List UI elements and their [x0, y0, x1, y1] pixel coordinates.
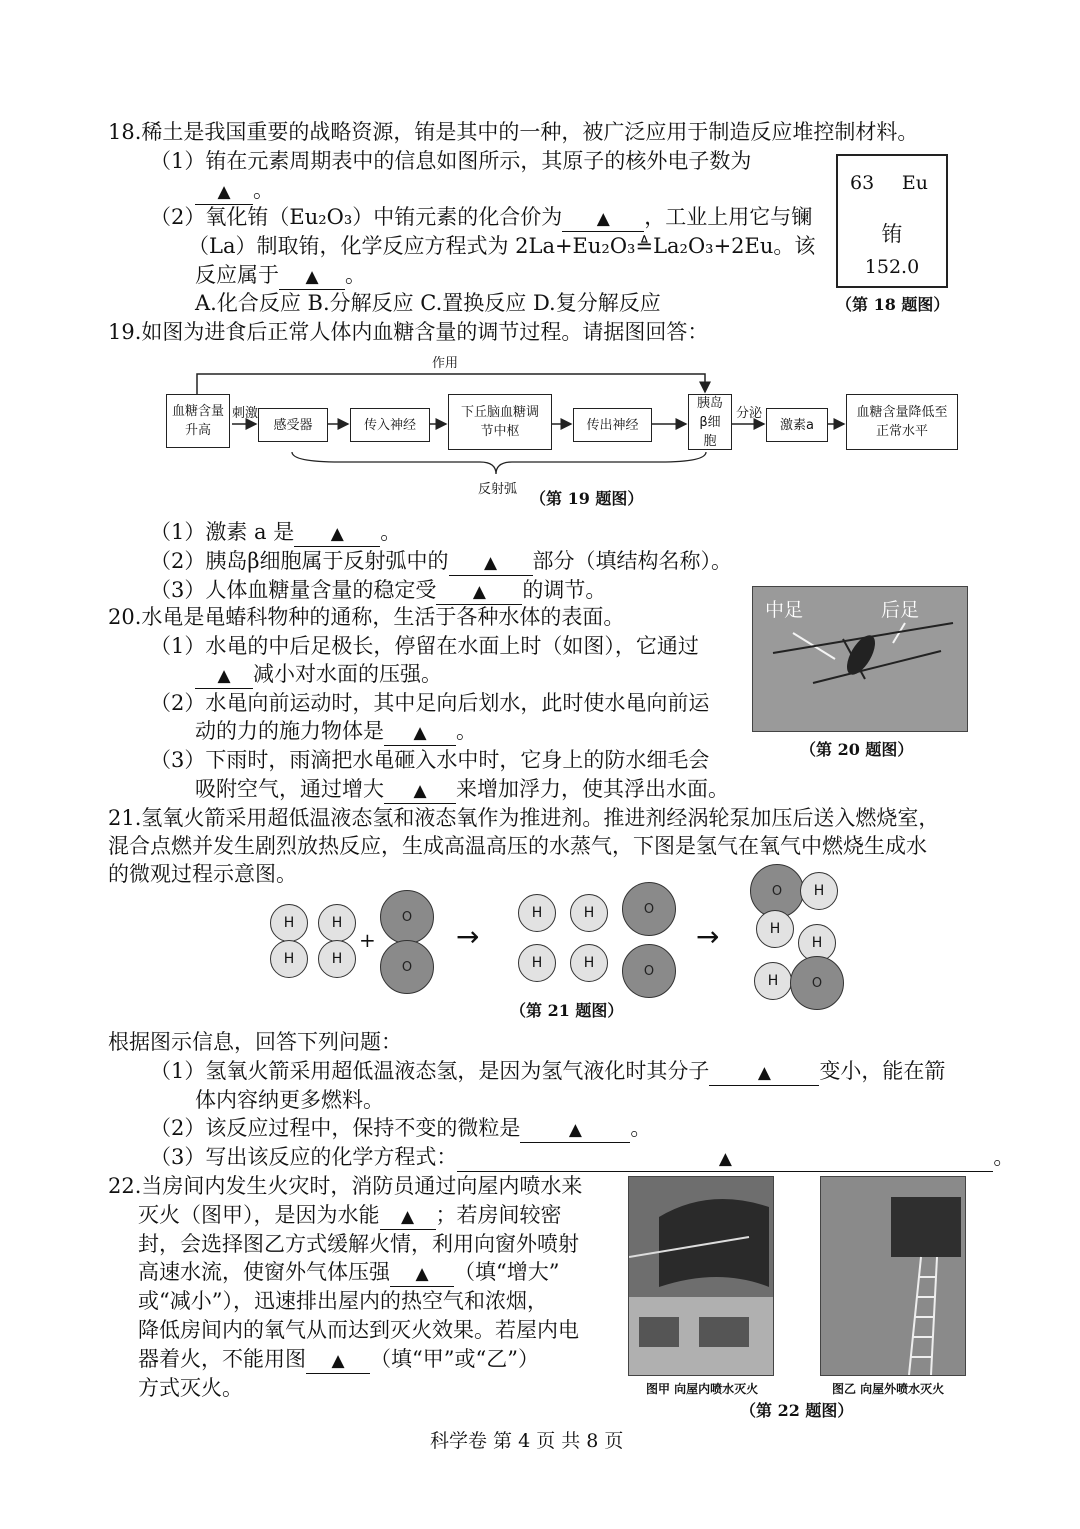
- label-stimulate: 刺激: [232, 406, 259, 421]
- reaction-arrow: →: [456, 920, 480, 953]
- q21-part1: （1）氢氧火箭采用超低温液态氢，是因为氢气液化时其分子 ▲ 变小，能在箭: [150, 1057, 945, 1086]
- hydrogen-atom: H: [270, 904, 308, 942]
- answer-blank[interactable]: ▲: [195, 662, 253, 689]
- answer-blank[interactable]: ▲: [562, 205, 644, 232]
- plus-sign: +: [359, 928, 376, 952]
- element-symbol: Eu: [901, 172, 928, 194]
- q20-part2-cont: 动的力的施力物体是 ▲ 。: [195, 717, 477, 746]
- q21-stem-1: 21.氢氧火箭采用超低温液态氢和液态氧作为推进剂。推进剂经涡轮泵加压后送入燃烧室，: [108, 806, 940, 830]
- answer-blank[interactable]: ▲: [195, 178, 253, 205]
- q18-part2: （2）氧化铕（Eu₂O₃）中铕元素的化合价为 ▲ ，工业上用它与镧: [150, 203, 812, 232]
- q21-stem-3: 的微观过程示意图。: [108, 862, 297, 886]
- q21-stem-2: 混合点燃并发生剧烈放热反应，生成高温高压的水蒸气，下图是氢气在氧气中燃烧生成水: [108, 834, 927, 858]
- hydrogen-atom: H: [270, 940, 308, 978]
- q19-stem: 19.如图为进食后正常人体内血糖含量的调节过程。请据图回答：: [108, 320, 709, 344]
- hydrogen-atom: H: [318, 940, 356, 978]
- answer-blank[interactable]: ▲: [457, 1145, 993, 1172]
- q21-part3: （3）写出该反应的化学方程式： ▲ 。: [150, 1143, 1014, 1172]
- building-ladder-icon: [821, 1177, 965, 1375]
- q20-part1: （1）水黾的中后足极长，停留在水面上时（如图），它通过: [150, 634, 699, 658]
- box-efferent-nerve: 传出神经: [573, 408, 652, 442]
- q18-caption: （第 18 题图）: [836, 295, 950, 314]
- hydrogen-atom: H: [800, 872, 838, 910]
- q20-caption: （第 20 题图）: [800, 740, 914, 759]
- q20-part3: （3）下雨时，雨滴把水黾砸入水中时，它身上的防水细毛会: [150, 748, 710, 772]
- answer-blank[interactable]: ▲: [306, 1347, 370, 1374]
- answer-blank[interactable]: ▲: [520, 1116, 630, 1143]
- answer-blank[interactable]: ▲: [380, 1203, 436, 1230]
- water-strider-photo: [752, 586, 968, 732]
- fire-photo-b: [820, 1176, 966, 1376]
- box-hypothalamus-center: 下丘脑血糖调节中枢: [448, 394, 552, 450]
- answer-blank[interactable]: ▲: [294, 520, 380, 547]
- reaction-arrow: →: [696, 920, 720, 953]
- q18-part2-equation: （La）制取铕，化学反应方程式为 2La+Eu₂O₃≜La₂O₃+2Eu。该: [188, 234, 816, 258]
- q20-part1-cont: ▲ 减小对水面的压强。: [195, 660, 442, 689]
- q22-line2: 灭火（图甲），是因为水能 ▲ ；若房间较密: [138, 1201, 562, 1230]
- q21-part1-cont: 体内容纳更多燃料。: [195, 1088, 384, 1112]
- photo-b-caption: 图乙 向屋外喷水灭火: [832, 1382, 945, 1396]
- q18-part1: （1）铕在元素周期表中的信息如图所示，其原子的核外电子数为: [150, 149, 752, 173]
- label-hind-leg: 后足: [881, 599, 920, 621]
- page-footer: 科学卷 第 4 页 共 8 页: [430, 1430, 624, 1452]
- box-blood-sugar-rise: 血糖含量升高: [166, 394, 230, 448]
- hydrogen-atom: H: [570, 894, 608, 932]
- oxygen-atom: O: [622, 882, 676, 936]
- answer-blank[interactable]: ▲: [436, 578, 522, 605]
- q20-part3-cont: 吸附空气，通过增大 ▲ 来增加浮力，使其浮出水面。: [195, 775, 729, 804]
- q19-part1: （1）激素 a 是 ▲ 。: [150, 518, 401, 547]
- fire-photo-a: [628, 1176, 774, 1376]
- q22-line1: 22.当房间内发生火灾时，消防员通过向屋内喷水来: [108, 1174, 583, 1198]
- atomic-number: 63: [850, 172, 875, 194]
- photo-a-caption: 图甲 向屋内喷水灭火: [646, 1382, 759, 1396]
- hydrogen-atom: H: [518, 894, 556, 932]
- oxygen-atom: O: [790, 956, 844, 1010]
- answer-blank[interactable]: ▲: [709, 1059, 819, 1086]
- answer-blank[interactable]: ▲: [279, 263, 345, 290]
- answer-blank[interactable]: ▲: [390, 1260, 454, 1287]
- oxygen-atom: O: [622, 944, 676, 998]
- blood-sugar-diagram: [160, 352, 980, 502]
- q18-part2-type: 反应属于 ▲ 。: [195, 261, 366, 290]
- hydrogen-atom: H: [518, 944, 556, 982]
- box-hormone-a: 激素a: [766, 408, 828, 442]
- answer-blank[interactable]: ▲: [449, 549, 533, 576]
- box-islet-beta-cell: 胰岛β细胞: [688, 394, 732, 450]
- element-card: [836, 154, 948, 288]
- q21-intro: 根据图示信息，回答下列问题：: [108, 1030, 402, 1054]
- hydrogen-atom: H: [798, 924, 836, 962]
- q20-stem: 20.水黾是黾蝽科物种的通称，生活于各种水体的表面。: [108, 605, 625, 629]
- box-receptor: 感受器: [258, 408, 328, 442]
- q22-caption: （第 22 题图）: [740, 1401, 854, 1420]
- q21-part2: （2）该反应过程中，保持不变的微粒是 ▲ 。: [150, 1114, 651, 1143]
- box-blood-sugar-normal: 血糖含量降低至正常水平: [846, 394, 958, 450]
- q22-line6: 降低房间内的氧气从而达到灭火效果。若屋内电: [138, 1318, 579, 1342]
- q19-caption: （第 19 题图）: [530, 489, 644, 508]
- q19-part3: （3）人体血糖量含量的稳定受 ▲ 的调节。: [150, 576, 606, 605]
- answer-blank[interactable]: ▲: [384, 777, 456, 804]
- answer-blank[interactable]: ▲: [384, 719, 456, 746]
- label-reflex-arc: 反射弧: [478, 482, 518, 497]
- element-name: 铕: [881, 222, 903, 246]
- oxygen-atom: O: [750, 864, 804, 918]
- q20-part2: （2）水黾向前运动时，其中足向后划水，此时使水黾向前运: [150, 691, 710, 715]
- atomic-mass: 152.0: [864, 256, 920, 278]
- hydrogen-atom: H: [754, 962, 792, 1000]
- hydrogen-atom: H: [318, 904, 356, 942]
- label-effect: 作用: [432, 356, 459, 371]
- q18-stem: 18.稀土是我国重要的战略资源，铕是其中的一种，被广泛应用于制造反应堆控制材料。: [108, 120, 919, 144]
- q18-part1-cont: ▲ 。: [195, 176, 274, 205]
- q18-options: A.化合反应 B.分解反应 C.置换反应 D.复分解反应: [195, 291, 661, 315]
- building-fire-icon: [629, 1177, 773, 1375]
- label-secrete: 分泌: [736, 406, 763, 421]
- hydrogen-atom: H: [570, 944, 608, 982]
- q19-part2: （2）胰岛β细胞属于反射弧中的 ▲ 部分（填结构名称）。: [150, 547, 732, 576]
- oxygen-atom: O: [380, 890, 434, 944]
- q22-line4: 高速水流，使窗外气体压强 ▲ （填“增大”: [138, 1258, 559, 1287]
- oxygen-atom: O: [380, 940, 434, 994]
- box-afferent-nerve: 传入神经: [350, 408, 430, 442]
- q22-line8: 方式灭火。: [138, 1376, 243, 1400]
- q22-line3: 封，会选择图乙方式缓解火情，利用向窗外喷射: [138, 1232, 579, 1256]
- q22-line7: 器着火，不能用图 ▲ （填“甲”或“乙”）: [138, 1345, 539, 1374]
- q21-caption: （第 21 题图）: [510, 1001, 624, 1020]
- label-mid-leg: 中足: [765, 599, 804, 621]
- molecule-diagram: [260, 860, 860, 1010]
- q22-line5: 或“减小”），迅速排出屋内的热空气和浓烟，: [138, 1289, 548, 1313]
- hydrogen-atom: H: [756, 910, 794, 948]
